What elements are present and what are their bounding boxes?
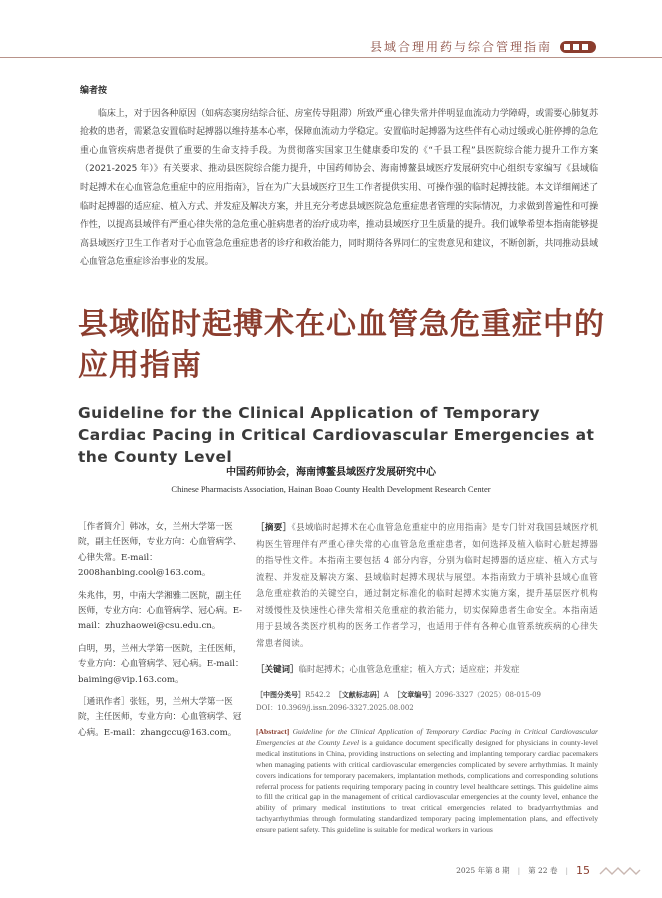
clc-label: ［中图分类号］ — [256, 690, 305, 699]
page-number: 15 — [576, 864, 590, 877]
authors-en: Chinese Pharmacists Association, Hainan Boao County Health Development Research Center — [171, 484, 491, 494]
abstract-en-body: is a guidance document specifically designed for physicians in county-level medical institutions in China, providing instructions on selecting and implanting temporary cardiac pacemakers when managing patients with critical cardiovascular emergencies complicated by severe arrhythmias. It mainly covers indications for temporary pacemakers, implantation methods, complications and corresponding solutions referral process for patients requiring temporary pacing in country level healthcare settings. This guideline aims to fill the critical gap in the management of critical cardiovascular emergencies at the county level, enhance the ability of primary medical institutions to treat critical emergencies related to bradyarrhythmias and tachyarrhythmias through formulating standardized temporary pacing implementation plans, and effectively ensure patient safety. This guideline is suitable for medical workers in various — [256, 737, 598, 835]
footer-volume: 第 22 卷 — [528, 866, 558, 875]
author-info-corresponding: ［通讯作者］张钰，男，兰州大学第一医院，主任医师，专业方向：心血管病学、冠心病。E-mail：zhangccu@163.com。 — [78, 697, 242, 738]
clc-value: R542.2 — [305, 691, 331, 699]
page-footer — [456, 864, 642, 877]
doi: DOI：10.3969/j.issn.2096-3327.2025.08.002 — [256, 704, 414, 712]
abstract-cn — [256, 520, 598, 652]
doc-code-label: ［文献标志码］ — [334, 690, 384, 699]
article-title-en: Guideline for the Clinical Application of Temporary Cardiac Pacing in Critical Cardiovascular Emergencies at the County Level — [78, 404, 595, 466]
author-info-1: ［作者简介］韩冰，女，兰州大学第一医院，副主任医师，专业方向：心血管病学、心律失常。E-mail：2008hanbing.cool@163.com。 — [78, 522, 242, 579]
editor-note-body: 临床上，对于因各种原因（如病态窦房结综合征、房室传导阻滞）所致严重心律失常并伴明显血流动力学障碍，或需要心肺复苏抢救的患者，需紧急安置临时起搏器以维持基本心率，保障血流动力学稳定。安置临时起搏器为这些伴有心动过缓或心脏停搏的急危重心血管疾病患者提供了重要的生命支持手段。为贯彻落实国家卫生健康委印发的《“千县工程”县医院综合能力提升工作方案（2021-2025 年）》有关要求、推动县医院综合能力提升，中国药师协会、海南博鳌县域医疗发展研究中心组织专家编写《县域临时起搏术在心血管急危重症中的应用指南》，旨在为广大县域医疗卫生工作者提供实用、可操作强的临时起搏技能。本文详细阐述了临时起搏器的适应症、植入方式、并发症及解决方案，并且充分考虑县域医院急危重症患者管理的实际情况，力求做到普遍性和可操作性，以提高县域伴有严重心律失常的急危重心脏病患者的治疗成功率，推动县域医疗卫生质量的提升。我们诚挚希望本指南能够提高县域医疗卫生工作者对于心血管急危重症患者的诊疗和救治能力，同时期待各界同仁的宝贵意见和建议，不断创新，共同推动县域心血管急危重症诊治事业的发展。 — [80, 108, 598, 268]
journal-logo-icon — [560, 40, 596, 54]
abstract-en-label: [Abstract] — [256, 727, 290, 736]
footer-issue: 2025 年第 8 期 — [456, 866, 510, 875]
header-rule — [0, 57, 662, 58]
footer-separator: | — [517, 866, 521, 875]
journal-section-title: 县域合理用药与综合管理指南 — [369, 40, 552, 54]
article-title-cn: 县域临时起搏术在心血管急危重症中的应用指南 — [78, 307, 605, 383]
author-info-2: 朱兆伟，男，中南大学湘雅二医院，副主任医师，专业方向：心血管病学、冠心病。E-mail：zhuzhaowei@csu.edu.cn。 — [78, 590, 243, 632]
keywords — [256, 662, 598, 678]
footer-ornament-icon — [598, 866, 642, 876]
keywords-label: ［关键词］ — [256, 665, 299, 675]
authors-cn: 中国药师协会，海南博鳌县域医疗发展研究中心 — [226, 467, 436, 478]
keywords-body: 临时起搏术；心血管急危重症；植入方式；适应症；并发症 — [298, 665, 520, 675]
abstract-cn-label: ［摘要］ — [256, 523, 292, 533]
abstract-en-italic-title: Guideline for the Clinical Application of Temporary Cardiac Pacing in Critical Cardiovascular Emergencies at the County Level — [256, 727, 598, 747]
abstract-cn-body: 《县域临时起搏术在心血管急危重症中的应用指南》是专门针对我国县域医疗机构医生管理伴有严重心律失常的心血管急危重症患者，如何选择及植入临时心脏起搏器的指导性文件。本指南主要包括 4 部分内容，分别为临时起搏器的适应症、植入方式与流程、并发症及解决方案、县域临时起搏术现状与展望。本指南致力于填补县域心血管急危重症救治的关键空白，通过制定标准化的临时起搏术实施方案，提升基层医疗机构对缓慢性及快速性心律失常相关危重症的救治能力，切实保障患者生命安全。本指南适用于县域各类医疗机构的医务工作者学习，也适用于伴有各种心血管系统疾病的心律失常患者阅读。 — [256, 523, 598, 649]
footer-separator: | — [565, 866, 568, 875]
doc-code-value: A — [383, 691, 389, 699]
abstract-column — [256, 520, 598, 836]
editor-note — [80, 82, 598, 272]
running-header — [370, 38, 596, 55]
editor-note-label: 编者按 — [80, 86, 108, 96]
article-number-label: ［文章编号］ — [393, 690, 436, 699]
author-info-3: 白明，男，兰州大学第一医院，主任医师，专业方向：心血管病学、冠心病。E-mail：baiming@vip.163.com。 — [78, 643, 244, 685]
abstract-en — [256, 727, 598, 836]
article-number-value: 2096-3327（2025）08-015-09 — [435, 691, 541, 699]
author-info-column — [78, 520, 246, 748]
classification-info — [256, 688, 598, 715]
